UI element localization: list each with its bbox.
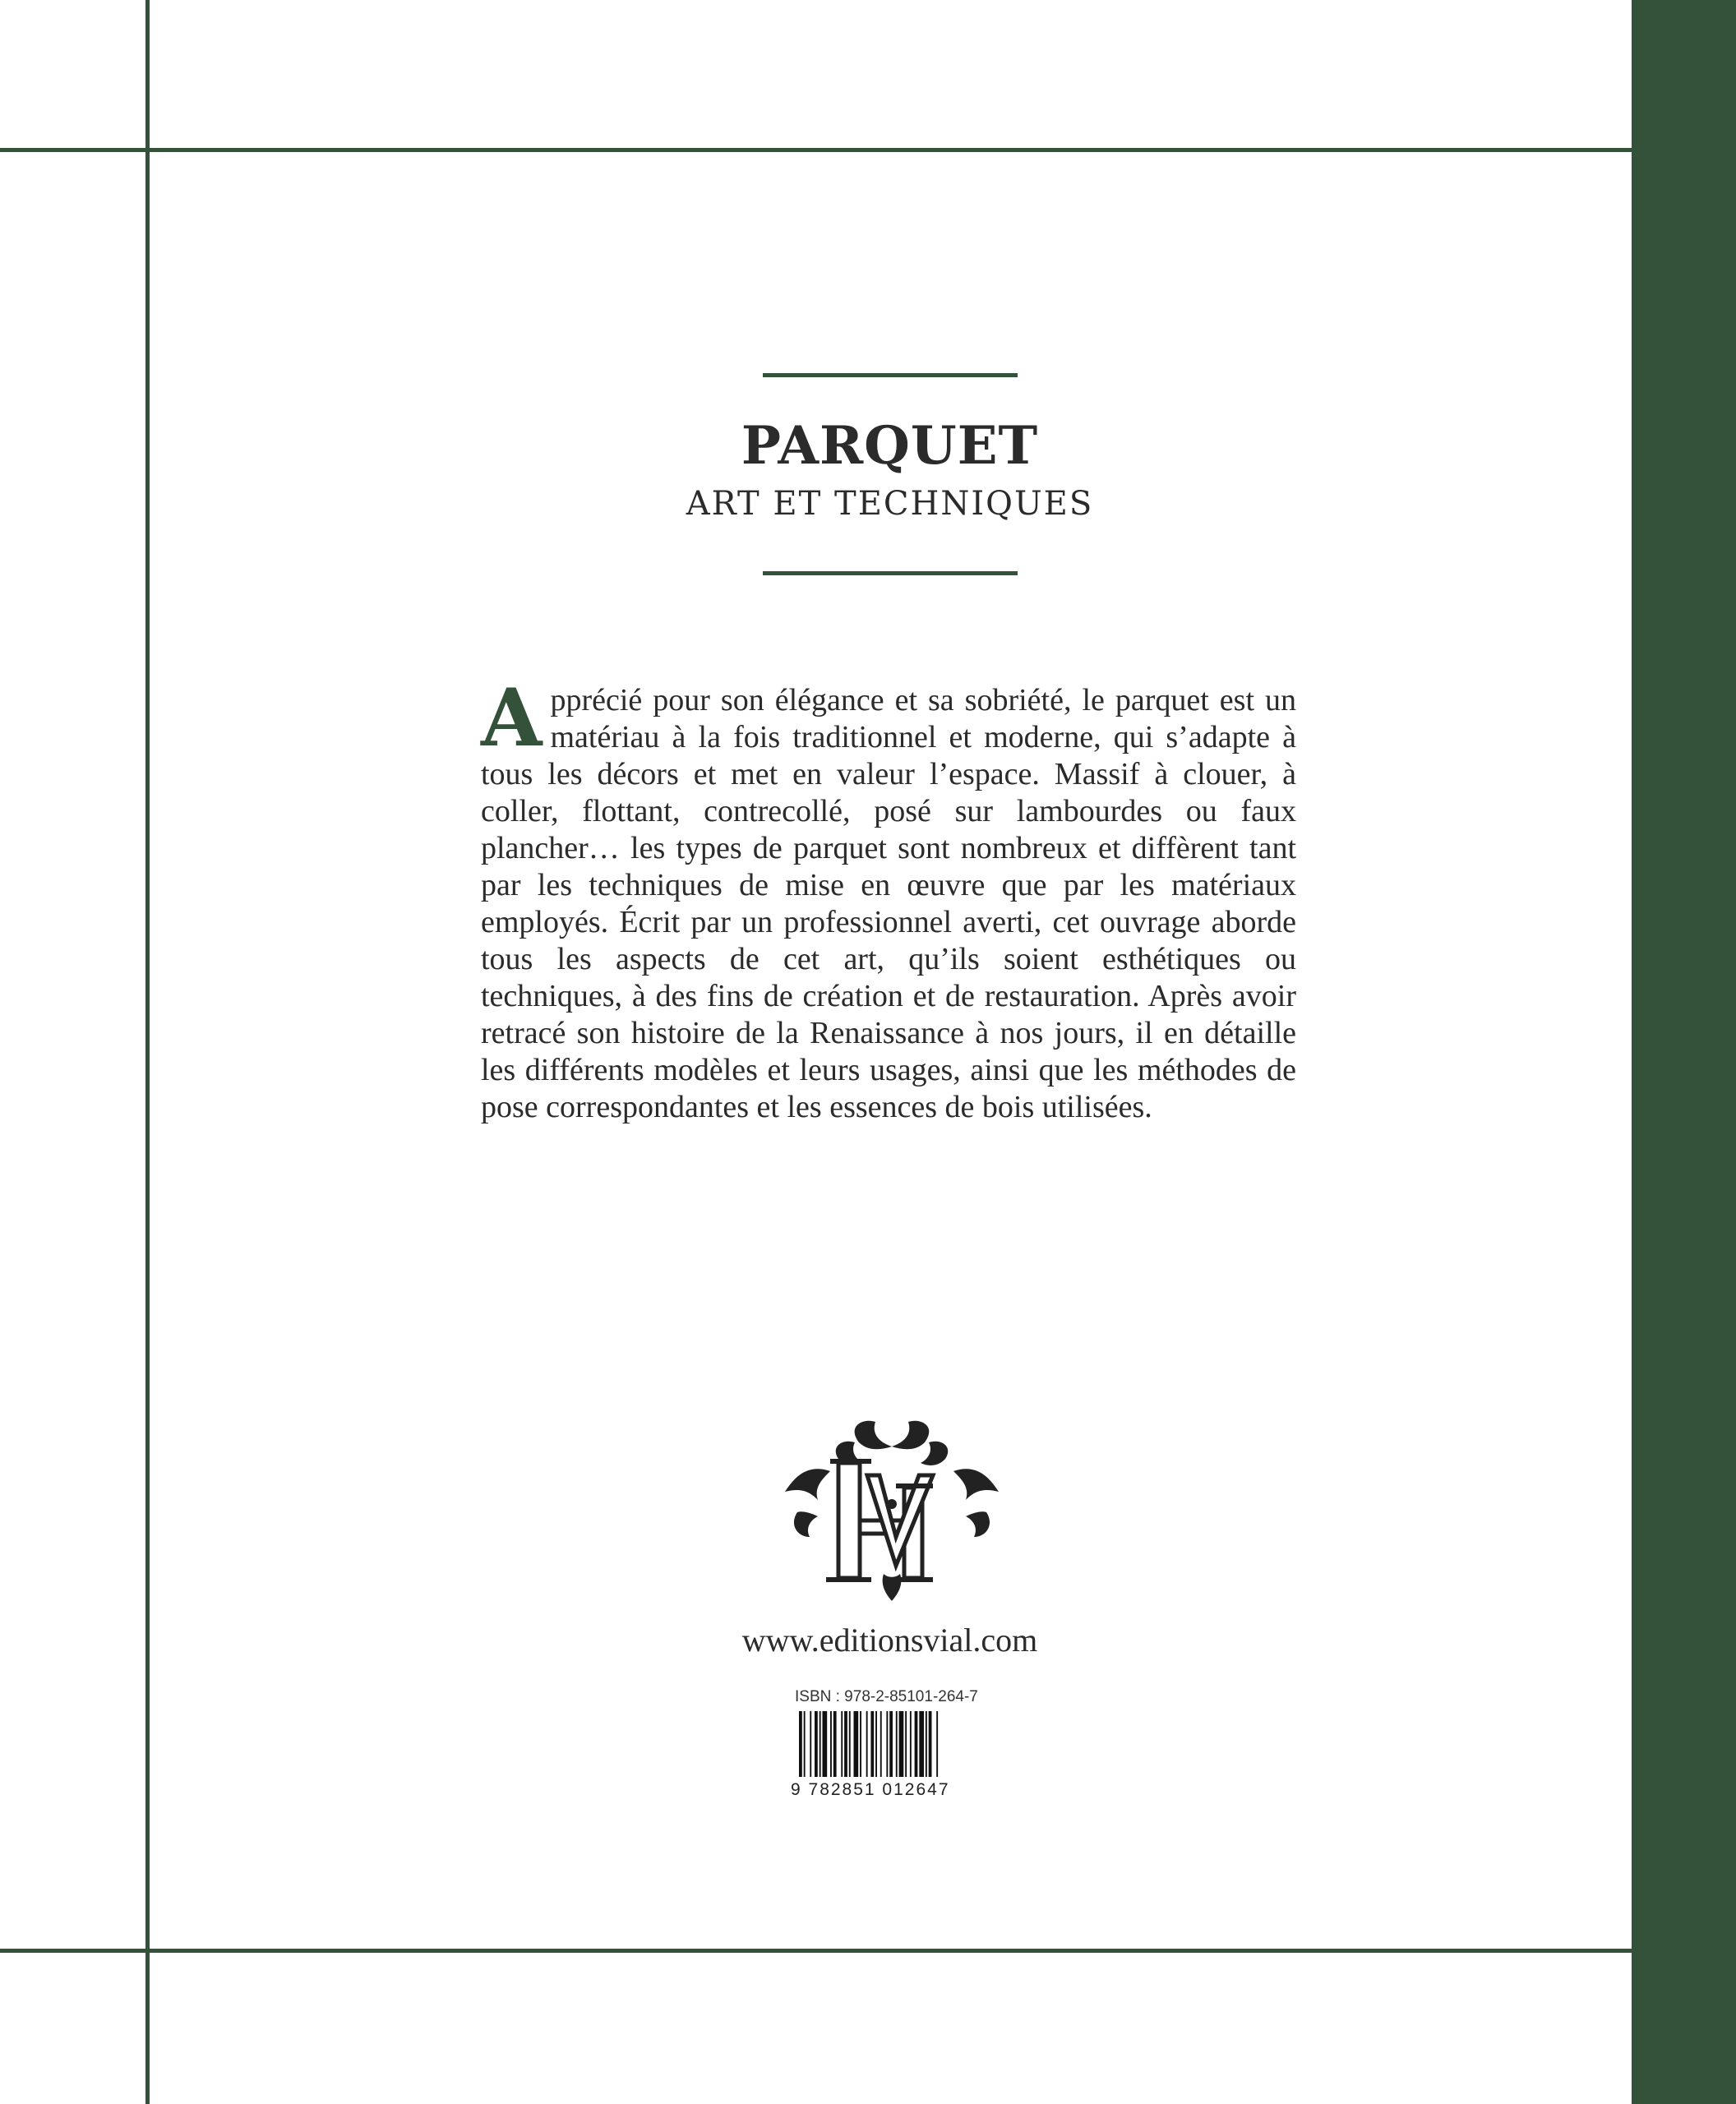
barcode-bar [896, 1711, 898, 1777]
book-subtitle: ART ET TECHNIQUES [686, 485, 1094, 523]
publisher-website: www.editionsvial.com [741, 1622, 1038, 1659]
hv-monogram-logo-icon [781, 1414, 1003, 1603]
barcode-bar [860, 1711, 861, 1777]
drop-cap: A [481, 671, 542, 764]
barcode-bar [886, 1711, 888, 1777]
barcode-digits: 9 782851 012647 [791, 1780, 950, 1799]
barcode-bar [870, 1711, 874, 1777]
barcode-bar [889, 1711, 893, 1777]
barcode-bar [820, 1711, 821, 1777]
barcode-bar [910, 1711, 912, 1777]
barcode-bar [799, 1711, 802, 1777]
barcode-bar [929, 1711, 932, 1777]
barcode-bar [919, 1711, 924, 1777]
frame-bottom-line [0, 1949, 1632, 1953]
barcode-bar [841, 1711, 843, 1777]
barcode-bar [905, 1711, 907, 1777]
barcode-bar [915, 1711, 918, 1777]
barcode-bar [844, 1711, 847, 1777]
book-description [481, 671, 1296, 1126]
barcode-bar [854, 1711, 859, 1777]
barcode-bar [899, 1711, 904, 1777]
barcode-bar [875, 1711, 877, 1777]
frame-vertical-line [145, 0, 150, 2104]
barcode-bar [936, 1711, 938, 1777]
barcode-bar [804, 1711, 806, 1777]
barcode-bar [866, 1711, 868, 1777]
barcode-bar [926, 1711, 927, 1777]
title-rule-top [763, 373, 1018, 377]
title-rule-bottom [763, 571, 1018, 575]
barcode-bar [823, 1711, 828, 1777]
book-spine [1632, 0, 1736, 2104]
barcode-bar [815, 1711, 818, 1777]
isbn: ISBN : 978-2-85101-264-7 [795, 1688, 978, 1705]
barcode-bar [810, 1711, 811, 1777]
book-title: PARQUET [741, 415, 1039, 477]
barcode-bar [849, 1711, 851, 1777]
barcode-bar [880, 1711, 882, 1777]
frame-top-line [0, 148, 1632, 152]
barcode-bar [833, 1711, 837, 1777]
description-text: pprécié pour son élégance et sa sobriété, le parquet est un matériau à la fois traditionnel et moderne, qui s’adapte à tous les décors et met en valeur l’espace. Massif à clouer, à coller, flottant, contrecollé, posé sur lambourdes ou faux plancher… les types de parquet sont nombreux et diffèrent tant par les techniques de mise en œuvre que par les matériaux employés. Écrit par un professionnel averti, cet ouvrage aborde tous les aspects de cet art, qu’ils soient esthétiques ou techniques, à des fins de création et de restauration. Après avoir retracé son histoire de la Renaissance à nos jours, il en détaille les différents modèles et leurs usages, ainsi que les méthodes de pose correspondantes et les essences de bois utilisées. [481, 683, 1296, 1124]
barcode-bar [830, 1711, 832, 1777]
